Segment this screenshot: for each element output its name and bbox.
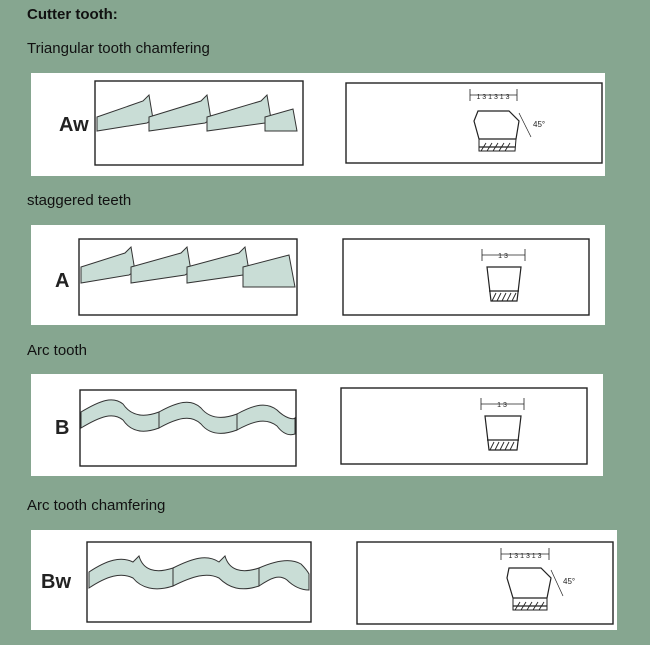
tooth-code: Aw bbox=[59, 114, 89, 136]
saw-profile-diagram bbox=[59, 81, 303, 165]
blade-teeth bbox=[97, 95, 297, 131]
tooth-code: A bbox=[55, 270, 70, 292]
tooth-code: Bw bbox=[41, 571, 71, 593]
cutter-tooth-heading: Cutter tooth: bbox=[27, 6, 118, 23]
tooth-section-diagram bbox=[357, 542, 613, 624]
dimension-marks: 1 3 1 3 1 3 bbox=[476, 94, 510, 101]
row-triangular-chamfering bbox=[31, 73, 605, 176]
tooth-section-diagram bbox=[346, 83, 602, 163]
angle-label: 45° bbox=[533, 120, 546, 129]
saw-profile-diagram bbox=[55, 390, 296, 466]
label-staggered-teeth: staggered teeth bbox=[27, 192, 132, 209]
angle-label: 45° bbox=[563, 577, 576, 586]
tooth-section-diagram bbox=[343, 239, 589, 315]
row-arc-tooth bbox=[31, 374, 603, 476]
blade-teeth bbox=[81, 400, 295, 435]
row-staggered-teeth bbox=[31, 225, 605, 325]
label-arc-tooth: Arc tooth bbox=[27, 342, 88, 359]
saw-profile-diagram bbox=[41, 542, 311, 622]
tooth-section-diagram bbox=[341, 388, 587, 464]
saw-profile-diagram bbox=[55, 239, 297, 315]
dimension-marks: 1 3 1 3 1 3 bbox=[508, 553, 542, 560]
label-arc-tooth-chamfering: Arc tooth chamfering bbox=[27, 497, 166, 514]
label-triangular-chamfering: Triangular tooth chamfering bbox=[27, 40, 210, 57]
dimension-marks: 1 3 bbox=[497, 402, 507, 409]
row-arc-tooth-chamfering bbox=[31, 530, 617, 630]
blade-teeth bbox=[89, 556, 309, 590]
blade-teeth bbox=[81, 247, 295, 287]
tooth-code: B bbox=[55, 417, 70, 439]
dimension-marks: 1 3 bbox=[498, 253, 508, 260]
